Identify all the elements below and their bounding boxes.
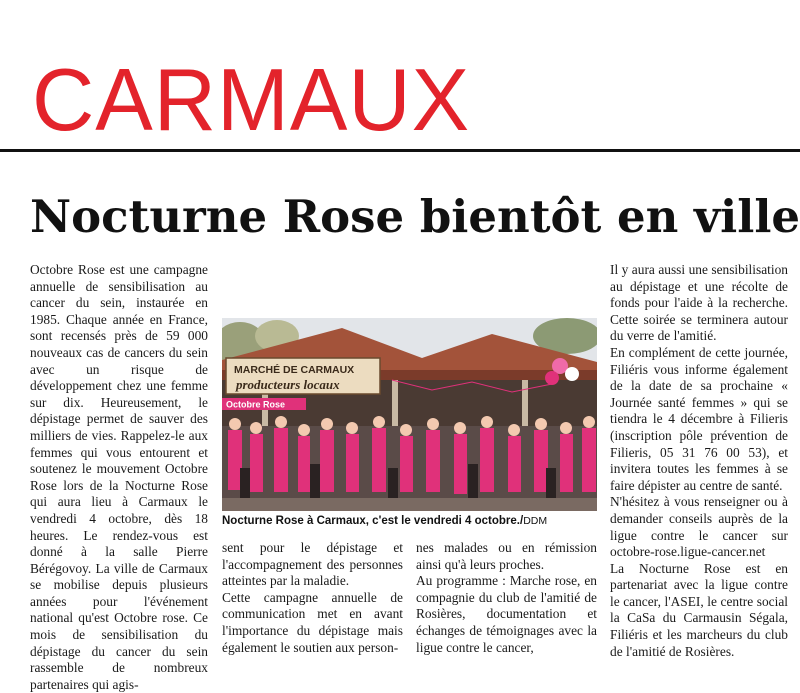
paragraph: sent pour le dépistage et l'accompagnement des personnes atteintes par la maladie.: [222, 540, 403, 589]
article-column-3: [416, 540, 597, 656]
paragraph: La Nocturne Rose est en partenariat avec la ligue contre le cancer, l'ASEI, le centre social la CaSa du Carmausin Ségala, Filiéris et les marcheurs du club de l'amitié de Rosières.: [610, 560, 788, 659]
article-column-2: [222, 540, 403, 656]
paragraph: nes malades ou en rémission ainsi qu'à leurs proches.: [416, 540, 597, 572]
caption-text: Nocturne Rose à Carmaux, c'est le vendredi 4 octobre./: [222, 515, 524, 527]
article-column-1: [30, 262, 208, 693]
sign-line-1: MARCHÉ DE CARMAUX: [234, 364, 355, 376]
paragraph: Octobre Rose est une campagne annuelle de sensibilisation au cancer du sein, instaurée en 1985. Chaque année en France, sont recensés près de 59 000 nouveaux cas de cancers du sein avec un risque de développement chez une femme sur dix. Heureusement, le dépistage permet de sauver des milliers de vies. Rappelez-le aux femmes qui vous entourent et soutenez le mouvement Octobre Rose lors de la Nocturne Rose qui aura lieu à Carmaux le vendredi 4 octobre, dès 18 heures. Le rendez-vous est donné à la salle Pierre Bérégovoy. La ville de Carmaux se mobilise depuis plusieurs années pour l'événement national qu'est Octobre rose. Ce mois de sensibilisation du dépistage du cancer du sein rassemble de nombreux partenaires qui agis-: [30, 262, 208, 692]
article-column-4: [610, 262, 788, 660]
photo-illustration: [222, 318, 597, 511]
paragraph: Cette campagne annuelle de communication met en avant l'importance du dépistage mais également le soutien aux person-: [222, 589, 403, 655]
caption-credit: DDM: [523, 515, 548, 527]
paragraph: Au programme : Marche rose, en compagnie du club de l'amitié de Rosières, documentation et échanges de témoignages avec la ligue contre le cancer,: [416, 573, 597, 655]
paragraph: En complément de cette journée, Filiéris vous informe également de la date de sa prochaine « Journée santé femmes » qui se tiendra le 4 décembre à Filieris (inscription pôle prévention de Filieris, 05 31 76 00 53), et invitera toutes les femmes à se faire dépister au centre de santé.: [610, 344, 788, 493]
article-photo: [222, 318, 597, 511]
section-title: CARMAUX: [32, 50, 471, 149]
banner-text: Octobre Rose: [226, 399, 286, 410]
paragraph: Il y aura aussi une sensibilisation au dépistage et une récolte de fonds pour l'aide à la recherche. Cette soirée se terminera autour du verre de l'amitié.: [610, 262, 788, 344]
sign-line-2: producteurs locaux: [236, 377, 340, 392]
headline: Nocturne Rose bientôt en ville: [30, 190, 800, 243]
paragraph: N'hésitez à vous renseigner ou à demander conseils auprès de la ligue contre le cancer sur octobre-rose.ligue-cancer.net: [610, 494, 788, 560]
section-rule: [0, 149, 800, 152]
photo-caption: [222, 515, 600, 527]
